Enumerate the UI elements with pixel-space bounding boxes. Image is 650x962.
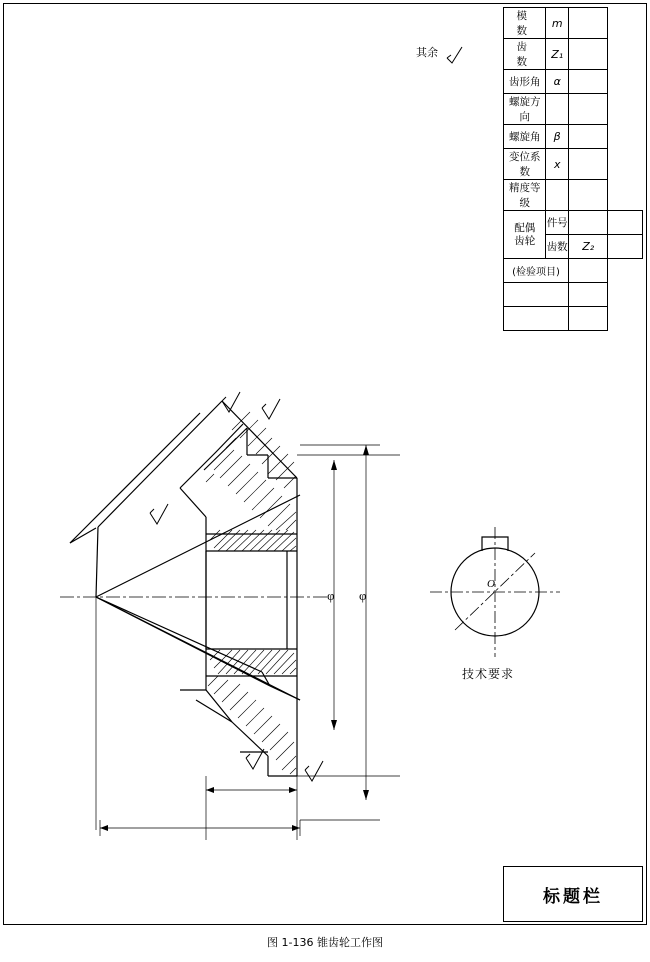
table-row (504, 149, 643, 180)
param-value[interactable] (568, 70, 607, 94)
inspection-value[interactable] (568, 259, 607, 283)
pair-sub-label: 齿数 (546, 235, 569, 259)
table-row (504, 259, 643, 283)
pair-sub-value[interactable] (608, 235, 643, 259)
diameter-symbol-2: φ (359, 588, 367, 603)
diameter-symbol-1: φ (327, 588, 335, 603)
table-row (504, 94, 643, 125)
param-value[interactable] (568, 94, 607, 125)
pair-sub-symbol (568, 211, 607, 235)
pair-group-label (504, 211, 546, 259)
blank-label (504, 307, 569, 331)
pair-sub-symbol: Z₂ (568, 235, 607, 259)
param-symbol (546, 180, 569, 211)
title-block[interactable]: 标题栏 (503, 866, 643, 922)
pair-label-line2: 齿轮 (514, 234, 536, 247)
param-value[interactable] (568, 149, 607, 180)
param-symbol: β (546, 125, 569, 149)
figure-caption: 图 1-136 锥齿轮工作图 (267, 936, 383, 949)
param-value[interactable] (568, 8, 607, 39)
param-label: 螺旋方向 (504, 94, 546, 125)
param-value[interactable] (568, 180, 607, 211)
blank-label (504, 283, 569, 307)
param-label: 螺旋角 (504, 125, 546, 149)
gear-parameter-table (503, 7, 643, 331)
table-row (504, 283, 643, 307)
param-symbol: Z₁ (546, 39, 569, 70)
blank-value[interactable] (568, 283, 607, 307)
pair-sub-value[interactable] (608, 211, 643, 235)
param-symbol: x (546, 149, 569, 180)
param-symbol: m (546, 8, 569, 39)
param-symbol (546, 94, 569, 125)
inspection-label: (检验项目) (504, 259, 569, 283)
table-row (504, 307, 643, 331)
param-label: 齿形角 (504, 70, 546, 94)
table-row (504, 125, 643, 149)
param-label: 齿 数 (504, 39, 546, 70)
param-value[interactable] (568, 39, 607, 70)
pair-sub-label: 件号 (546, 211, 569, 235)
technical-requirements-label: 技术要求 (462, 667, 515, 681)
table-row (504, 8, 643, 39)
center-point-label: O (487, 578, 495, 590)
blank-value[interactable] (568, 307, 607, 331)
pair-label-line1: 配偶 (514, 221, 536, 234)
param-symbol: α (546, 70, 569, 94)
surface-finish-note: 其余 (416, 46, 438, 59)
table-row (504, 39, 643, 70)
param-label: 变位系数 (504, 149, 546, 180)
table-row (504, 180, 643, 211)
table-row (504, 70, 643, 94)
param-label: 精度等级 (504, 180, 546, 211)
param-value[interactable] (568, 125, 607, 149)
param-label: 模 数 (504, 8, 546, 39)
table-row-pair-first (504, 211, 643, 235)
